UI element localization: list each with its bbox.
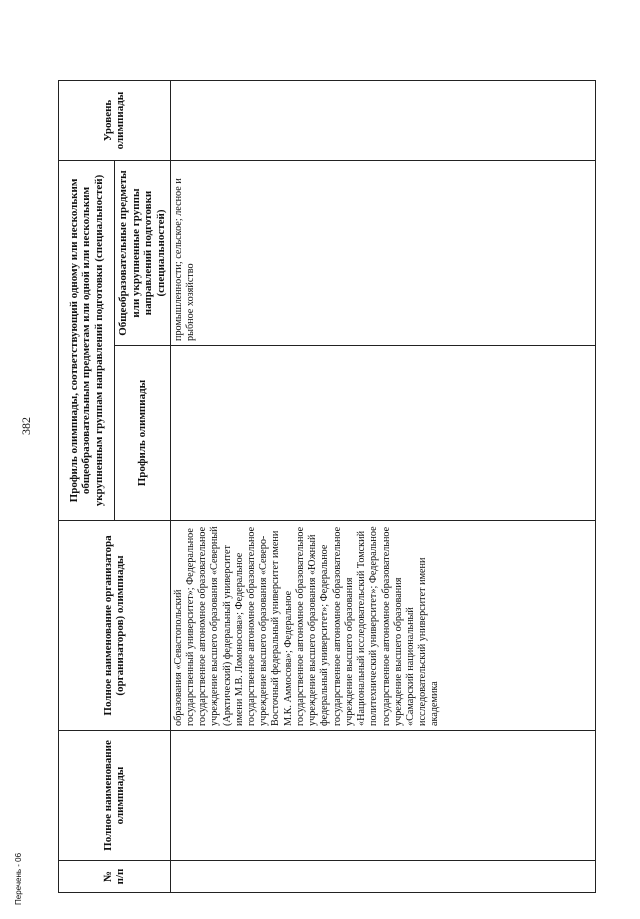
header-full-name: Полное наименование олимпиады	[59, 731, 171, 861]
footer-note: Перечень - 06	[14, 852, 23, 905]
cell-profile	[170, 346, 595, 521]
header-profile: Профиль олимпиады	[115, 346, 171, 521]
cell-level	[170, 81, 595, 161]
olympiad-table	[58, 80, 596, 893]
table-row	[170, 81, 595, 893]
header-profile-group: Профиль олимпиады, соответствующий одному или нескольким общеобразовательным предметам или одной или нескольким укрупненным группам направлений подготовки (специальностей)	[59, 161, 115, 521]
header-subjects: Общеобразовательные предметы или укрупненные группы направлений подготовки (специальностей)	[115, 161, 171, 346]
header-level: Уровень олимпиады	[59, 81, 171, 161]
cell-full-name	[170, 731, 595, 861]
cell-subjects: промышленности; сельское; лесное и рыбное хозяйство	[170, 161, 595, 346]
olympiad-table-container	[58, 81, 588, 893]
cell-organizer: образования «Севастопольский государственный университет»; Федеральное государственное автономное образовательное учреждение высшего образования «Северный (Арктический) федеральный университет имени М.В. Ломоносова»; Федеральное государственное автономное образовательное учреждение высшего образования «Северо-Восточный федеральный университет имени М.К. Аммосова»; Федеральное государственное автономное образовательное учреждение высшего образования «Южный федеральный университет»; Федеральное государственное автономное образовательное учреждение высшего образования «Национальный исследовательский Томский политехнический университет»; Федеральное государственное автономное образовательное учреждение высшего образования «Самарский национальный исследовательский университет имени академика	[170, 521, 595, 731]
page-number: 382	[19, 417, 33, 435]
header-number: № п/п	[59, 861, 171, 893]
header-organizer: Полное наименование организатора (организаторов) олимпиады	[59, 521, 171, 731]
cell-number	[170, 861, 595, 893]
